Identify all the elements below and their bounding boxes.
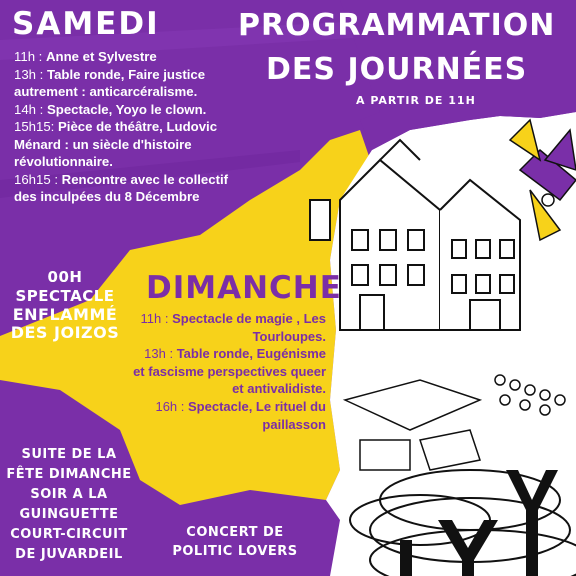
concert-line: CONCERT DE: [186, 525, 284, 540]
schedule-item: [14, 66, 254, 101]
concert-line: POLITIC LOVERS: [172, 544, 298, 559]
dimanche-title: DIMANCHE: [146, 270, 342, 306]
suite-info: [4, 445, 134, 565]
schedule-activity: Rencontre avec le collectif des inculpées du 8 Décembre: [14, 171, 229, 204]
schedule-time: 16h15 :: [14, 171, 62, 187]
schedule-item: [14, 48, 254, 66]
evening-enflamme: ENFLAMMÉ: [12, 305, 118, 324]
dimanche-schedule: [130, 310, 326, 433]
schedule-time: 14h :: [14, 101, 47, 117]
suite-line: SUITE DE LA: [21, 447, 117, 462]
evening-time: 00H: [47, 268, 83, 286]
evening-show: [6, 268, 124, 306]
schedule-item: [130, 310, 326, 345]
schedule-item: [14, 171, 254, 206]
programmation-title: PROGRAMMATION: [238, 8, 556, 43]
evening-spectacle: SPECTACLE: [15, 287, 115, 305]
suite-line: GUINGUETTE: [19, 507, 119, 522]
schedule-activity: Anne et Sylvestre: [46, 49, 157, 64]
evening-title: [6, 306, 124, 342]
schedule-time: 15h15:: [14, 119, 58, 134]
suite-line: COURT-CIRCUIT: [10, 527, 128, 542]
schedule-item: [130, 345, 326, 398]
samedi-schedule: [14, 48, 254, 206]
samedi-title: SAMEDI: [12, 6, 160, 42]
schedule-time: 13h :: [144, 346, 177, 362]
schedule-time: 11h :: [14, 49, 47, 64]
des-journees-title: DES JOURNÉES: [266, 52, 528, 87]
schedule-time: 11h :: [140, 311, 173, 326]
schedule-activity: Table ronde, Eugénisme et fascisme perspectives queer et antivalidiste.: [133, 346, 326, 397]
schedule-time: 13h :: [14, 66, 47, 82]
suite-line: DE JUVARDEIL: [15, 547, 123, 562]
schedule-activity: Pièce de théâtre, Ludovic Ménard : un siècle d'histoire révolutionnaire.: [14, 119, 218, 169]
schedule-item: [14, 101, 254, 119]
evening-joizos: DES JOIZOS: [10, 323, 120, 342]
schedule-time: 16h :: [155, 398, 188, 414]
concert-info: [160, 523, 310, 561]
from-11h-subtitle: A PARTIR DE 11H: [356, 94, 476, 107]
schedule-activity: Spectacle, Yoyo le clown.: [47, 101, 207, 117]
suite-line: SOIR A LA: [30, 487, 108, 502]
schedule-activity: Table ronde, Faire justice autrement : anticarcéralisme.: [14, 66, 206, 99]
schedule-item: [130, 398, 326, 433]
schedule-item: [14, 118, 254, 171]
schedule-activity: Spectacle de magie , Les Tourloupes.: [172, 311, 326, 344]
schedule-activity: Spectacle, Le rituel du paillasson: [188, 398, 326, 432]
suite-line: FÊTE DIMANCHE: [6, 467, 132, 482]
